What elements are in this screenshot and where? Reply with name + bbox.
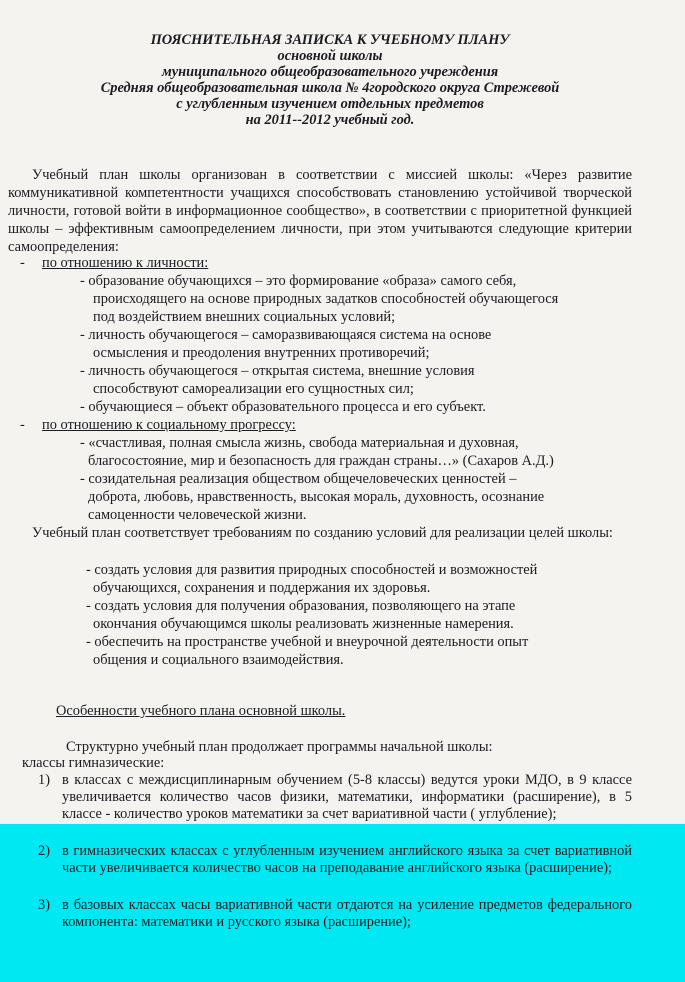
structure-line-2: классы гимназические: [22, 755, 165, 771]
document-header [30, 32, 630, 128]
header-line-2: основной школы [277, 48, 383, 64]
item-text: в гимназических классах с углубленным изучением английского языка за счет вариативной части увеличивается количество часов на преподавание английского языка (расширение); [62, 843, 632, 876]
item-number: 1) [38, 772, 50, 788]
item-text: в классах с междисциплинарным обучением (5-8 классы) ведутся уроки МДО, в 9 классе увеличивается количество часов физики, математики, информатики (расширение), в 5 классе - количество уроков математики за счет вариативной части ( углубление); [62, 772, 632, 822]
header-line-4: Средняя общеобразовательная школа № 4городского округа Стрежевой [100, 80, 560, 96]
numbered-item [38, 897, 632, 931]
personal-item-line: происходящего на основе природных задатков способностей обучающегося [93, 291, 559, 307]
structure-line-1: Структурно учебный план продолжает программы начальной школы: [66, 739, 493, 755]
item-number: 2) [38, 843, 50, 859]
goal-line: - создать условия для развития природных способностей и возможностей [86, 562, 538, 578]
social-item-line: самоценности человеческой жизни. [88, 507, 307, 523]
goal-line: - обеспечить на пространстве учебной и внеурочной деятельности опыт [86, 634, 529, 650]
goals-intro: Учебный план соответствует требованиям по созданию условий для реализации целей школы: [32, 525, 613, 541]
intro-paragraph: Учебный план школы организован в соответствии с миссией школы: «Через развитие коммуникативной компетентности учащихся способствовать становлению устойчивой творческой личности, готовой войти в информационное сообщество», в соответствии с приоритетной функцией школы – эффективным самоопределением личности, при этом учитываются следующие критерии самоопределения: [8, 167, 632, 255]
personal-item-line: - обучающиеся – объект образовательного процесса и его субъект. [80, 399, 486, 415]
personal-item-line: - личность обучающегося – открытая система, внешние условия [80, 363, 475, 379]
social-heading: по отношению к социальному прогрессу: [42, 417, 296, 433]
personal-heading: по отношению к личности: [42, 255, 209, 271]
social-item-line: - созидательная реализация обществом общечеловеческих ценностей – [80, 471, 517, 487]
personal-item-line: под воздействием внешних социальных условий; [93, 309, 396, 325]
social-item-line: благосостояние, мир и безопасность для граждан страны…» (Сахаров А.Д.) [88, 453, 554, 469]
header-line-3: муниципального общеобразовательного учреждения [161, 64, 499, 80]
features-heading: Особенности учебного плана основной школы. [56, 703, 346, 719]
goal-line: окончания обучающимся школы реализовать жизненные намерения. [93, 616, 514, 632]
numbered-item [38, 772, 632, 823]
goal-line: общения и социального взаимодействия. [93, 652, 344, 668]
personal-dash: - [20, 255, 25, 271]
numbered-item [38, 843, 632, 877]
goal-line: обучающихся, сохранения и поддержания их здоровья. [93, 580, 431, 596]
header-line-5: с углубленным изучением отдельных предметов [176, 96, 484, 112]
item-number: 3) [38, 897, 50, 913]
document-title: ПОЯСНИТЕЛЬНАЯ ЗАПИСКА К УЧЕБНОМУ ПЛАНУ [150, 32, 510, 48]
personal-item-line: - личность обучающегося – саморазвивающаяся система на основе [80, 327, 492, 343]
social-dash: - [20, 417, 25, 433]
goal-line: - создать условия для получения образования, позволяющего на этапе [86, 598, 516, 614]
item-text: в базовых классах часы вариативной части отдаются на усиление предметов федерального компонента: математики и русского языка (расширение); [62, 897, 632, 930]
social-item-line: доброта, любовь, нравственность, высокая мораль, духовность, осознание [88, 489, 545, 505]
personal-item-line: осмысления и преодоления внутренних противоречий; [93, 345, 430, 361]
personal-item-line: - образование обучающихся – это формирование «образа» самого себя, [80, 273, 517, 289]
personal-item-line: способствуют самореализации его сущностных сил; [93, 381, 414, 397]
social-item-line: - «счастливая, полная смысла жизнь, свобода материальная и духовная, [80, 435, 519, 451]
header-line-6: на 2011--2012 учебный год. [245, 112, 415, 128]
